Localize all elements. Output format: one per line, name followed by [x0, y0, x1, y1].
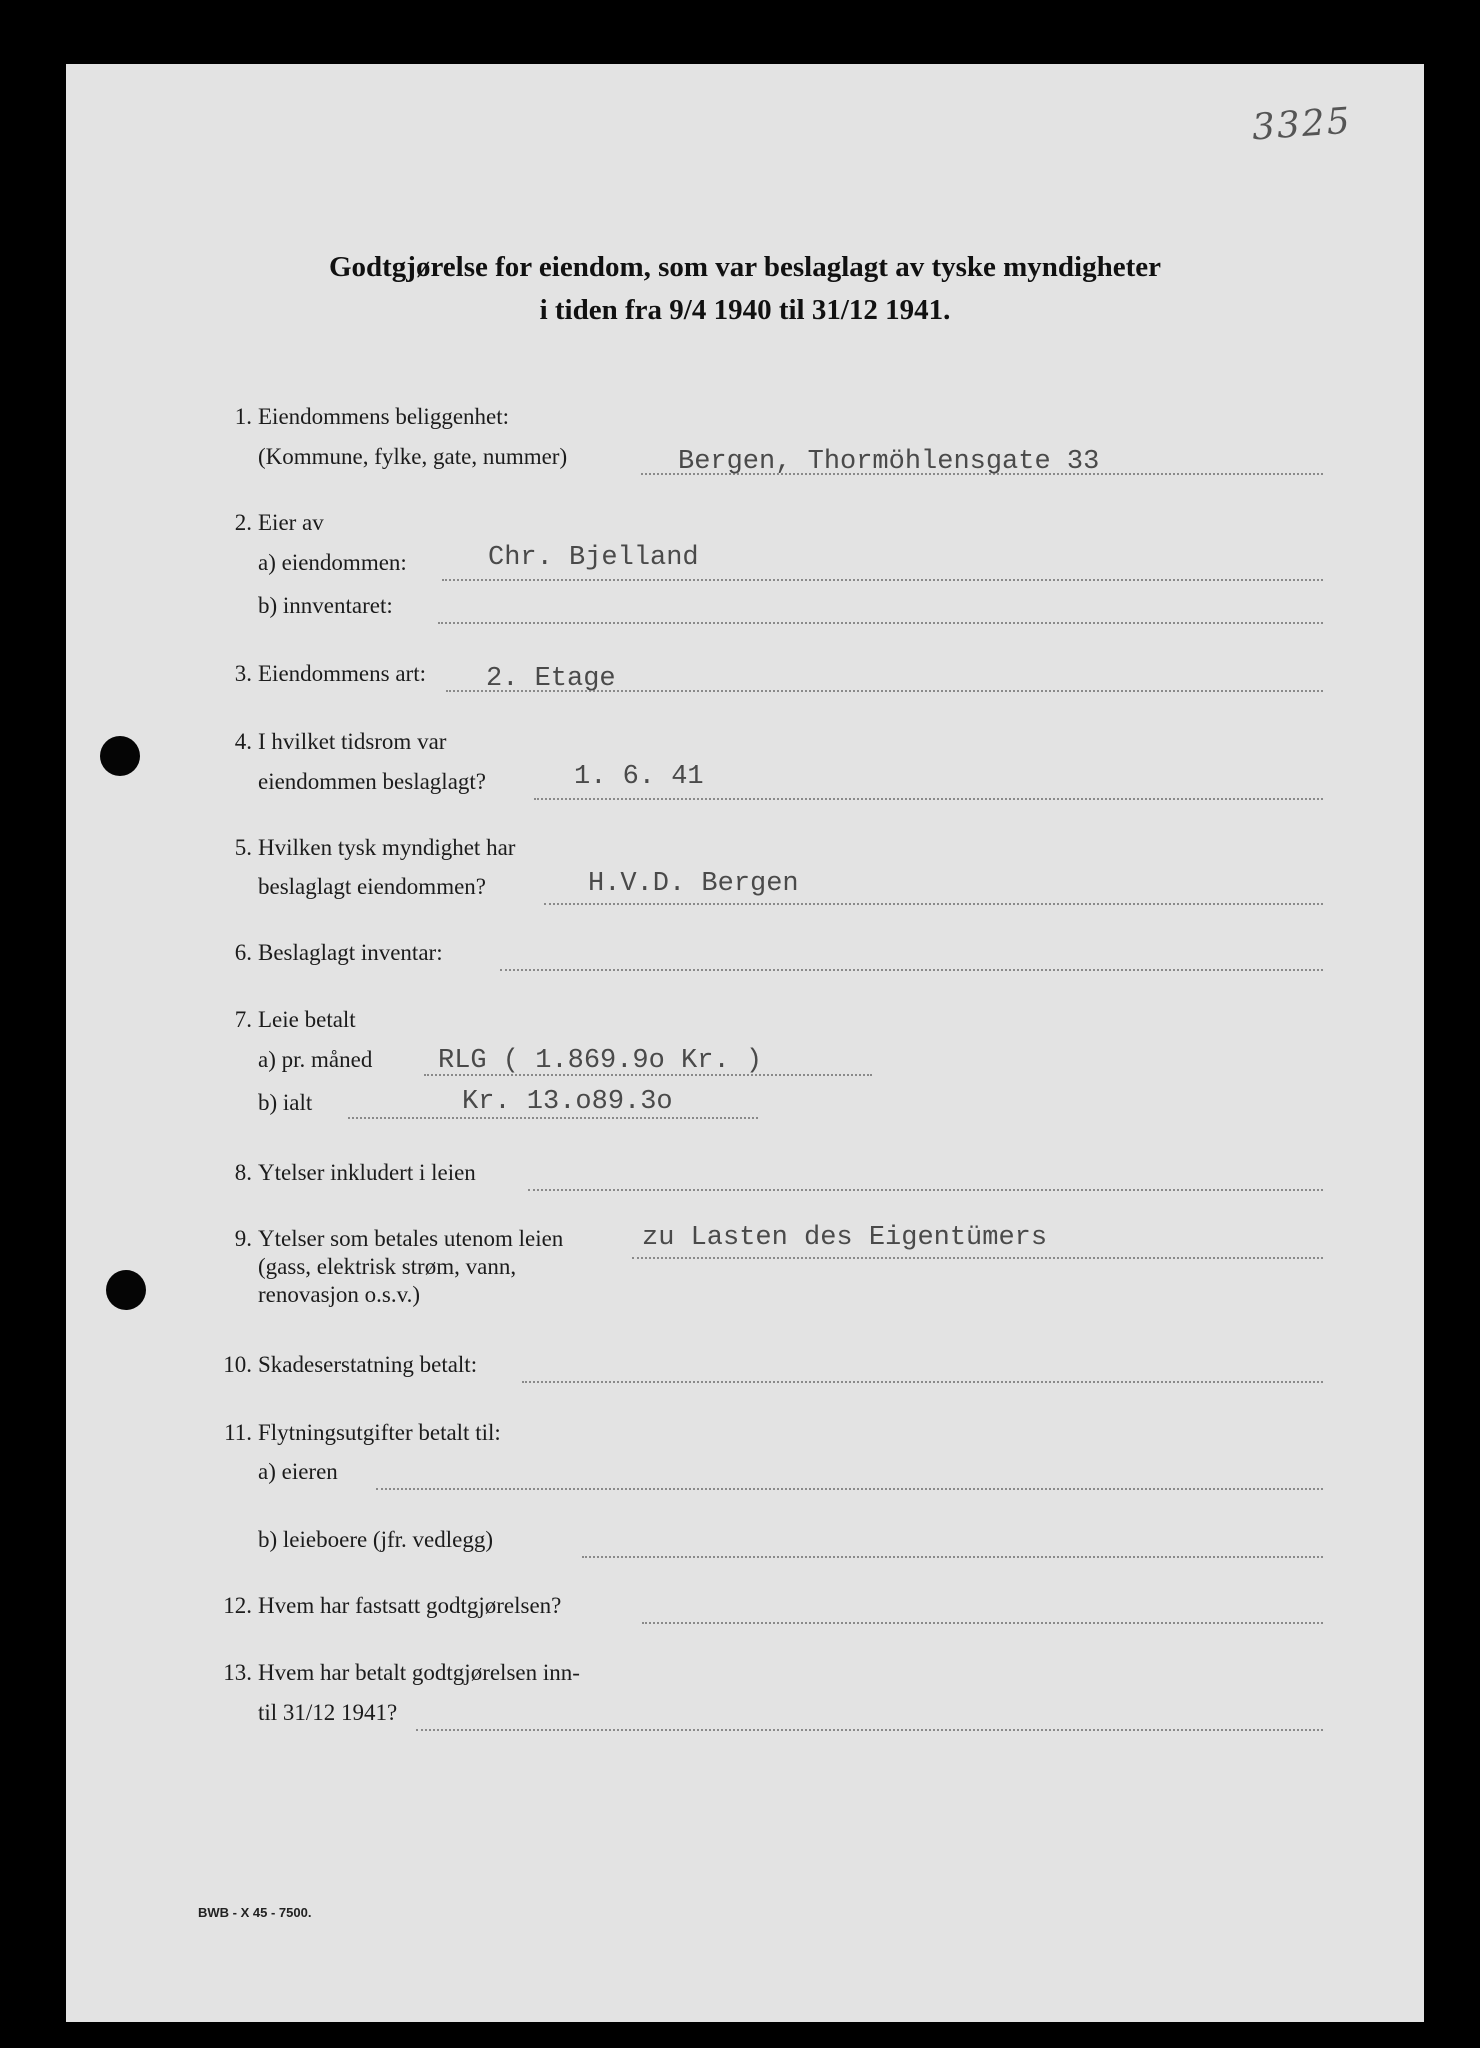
archive-number: 3325 [1250, 100, 1353, 149]
q3-label: Eiendommens art: [258, 661, 426, 686]
q9-dotted-line [632, 1257, 1323, 1259]
q7b-label: b) ialt [258, 1090, 313, 1115]
q1-number: 1. [234, 404, 252, 429]
q3-number: 3. [234, 661, 252, 686]
q6-number: 6. [234, 940, 252, 965]
q2a-dotted-line [442, 579, 1323, 581]
q2a-value: Chr. Bjelland [488, 543, 699, 573]
q5-value: H.V.D. Bergen [588, 869, 799, 899]
q1-value: Bergen, Thormöhlensgate 33 [678, 447, 1100, 477]
q5-number: 5. [234, 835, 252, 860]
q9-value: zu Lasten des Eigentümers [642, 1223, 1048, 1253]
q13-dotted-line [416, 1729, 1323, 1731]
q5-dotted-line [544, 903, 1323, 905]
form-title [66, 246, 1424, 332]
q9-label: Ytelser som betales utenom leien [258, 1226, 564, 1251]
q2b-label: b) innventaret: [258, 593, 393, 618]
q11a-dotted-line [376, 1488, 1323, 1490]
q8-label: Ytelser inkludert i leien [258, 1160, 476, 1185]
q7b-value: Kr. 13.o89.3o [462, 1087, 673, 1117]
q5-label: Hvilken tysk myndighet har [258, 835, 516, 860]
q13-number: 13. [223, 1660, 252, 1685]
q5-sublabel: beslaglagt eiendommen? [258, 874, 487, 899]
q9-sublabel-2: renovasjon o.s.v.) [258, 1282, 421, 1307]
q12-label: Hvem har fastsatt godtgjørelsen? [258, 1593, 562, 1618]
title-line-1: Godtgjørelse for eiendom, som var beslaglagt av tyske myndigheter [328, 251, 1162, 283]
q8-dotted-line [528, 1189, 1323, 1191]
form-sheet [66, 64, 1424, 2022]
q4-value: 1. 6. 41 [574, 762, 704, 792]
q11-number: 11. [224, 1420, 252, 1445]
q7-label: Leie betalt [258, 1007, 356, 1032]
q11-label: Flytningsutgifter betalt til: [258, 1420, 501, 1445]
q10-number: 10. [223, 1352, 252, 1377]
title-line-2: i tiden fra 9/4 1940 til 31/12 1941. [539, 294, 951, 326]
punch-hole-lower [106, 1270, 146, 1310]
q4-dotted-line [534, 798, 1323, 800]
q2-label: Eier av [258, 510, 324, 535]
form-code: BWB - X 45 - 7500. [198, 1905, 312, 1920]
q9-number: 9. [234, 1226, 252, 1251]
q13-label: Hvem har betalt godtgjørelsen inn- [258, 1660, 580, 1685]
q12-number: 12. [223, 1593, 252, 1618]
q12-dotted-line [642, 1622, 1323, 1624]
punch-hole-upper [100, 736, 140, 776]
q11b-dotted-line [582, 1556, 1323, 1558]
q4-label: I hvilket tidsrom var [258, 729, 447, 754]
q13-sublabel: til 31/12 1941? [258, 1700, 398, 1725]
q10-dotted-line [522, 1381, 1323, 1383]
q11a-label: a) eieren [258, 1459, 338, 1484]
q4-number: 4. [234, 729, 252, 754]
q9-sublabel-1: (gass, elektrisk strøm, vann, [258, 1254, 517, 1279]
q7a-value: RLG ( 1.869.9o Kr. ) [438, 1046, 763, 1076]
q1-label: Eiendommens beliggenhet: [258, 404, 510, 429]
q7-number: 7. [234, 1007, 252, 1032]
q4-sublabel: eiendommen beslaglagt? [258, 769, 487, 794]
q3-value: 2. Etage [486, 664, 616, 694]
q2-number: 2. [234, 510, 252, 535]
q11b-label: b) leieboere (jfr. vedlegg) [258, 1527, 493, 1552]
q2a-label: a) eiendommen: [258, 550, 407, 575]
q6-dotted-line [500, 969, 1323, 971]
q2b-dotted-line [438, 622, 1323, 624]
q1-sublabel: (Kommune, fylke, gate, nummer) [258, 444, 568, 469]
q8-number: 8. [234, 1160, 252, 1185]
q7a-label: a) pr. måned [258, 1047, 373, 1072]
q10-label: Skadeserstatning betalt: [258, 1352, 478, 1377]
q7b-dotted-line [348, 1117, 758, 1119]
q6-label: Beslaglagt inventar: [258, 940, 443, 965]
